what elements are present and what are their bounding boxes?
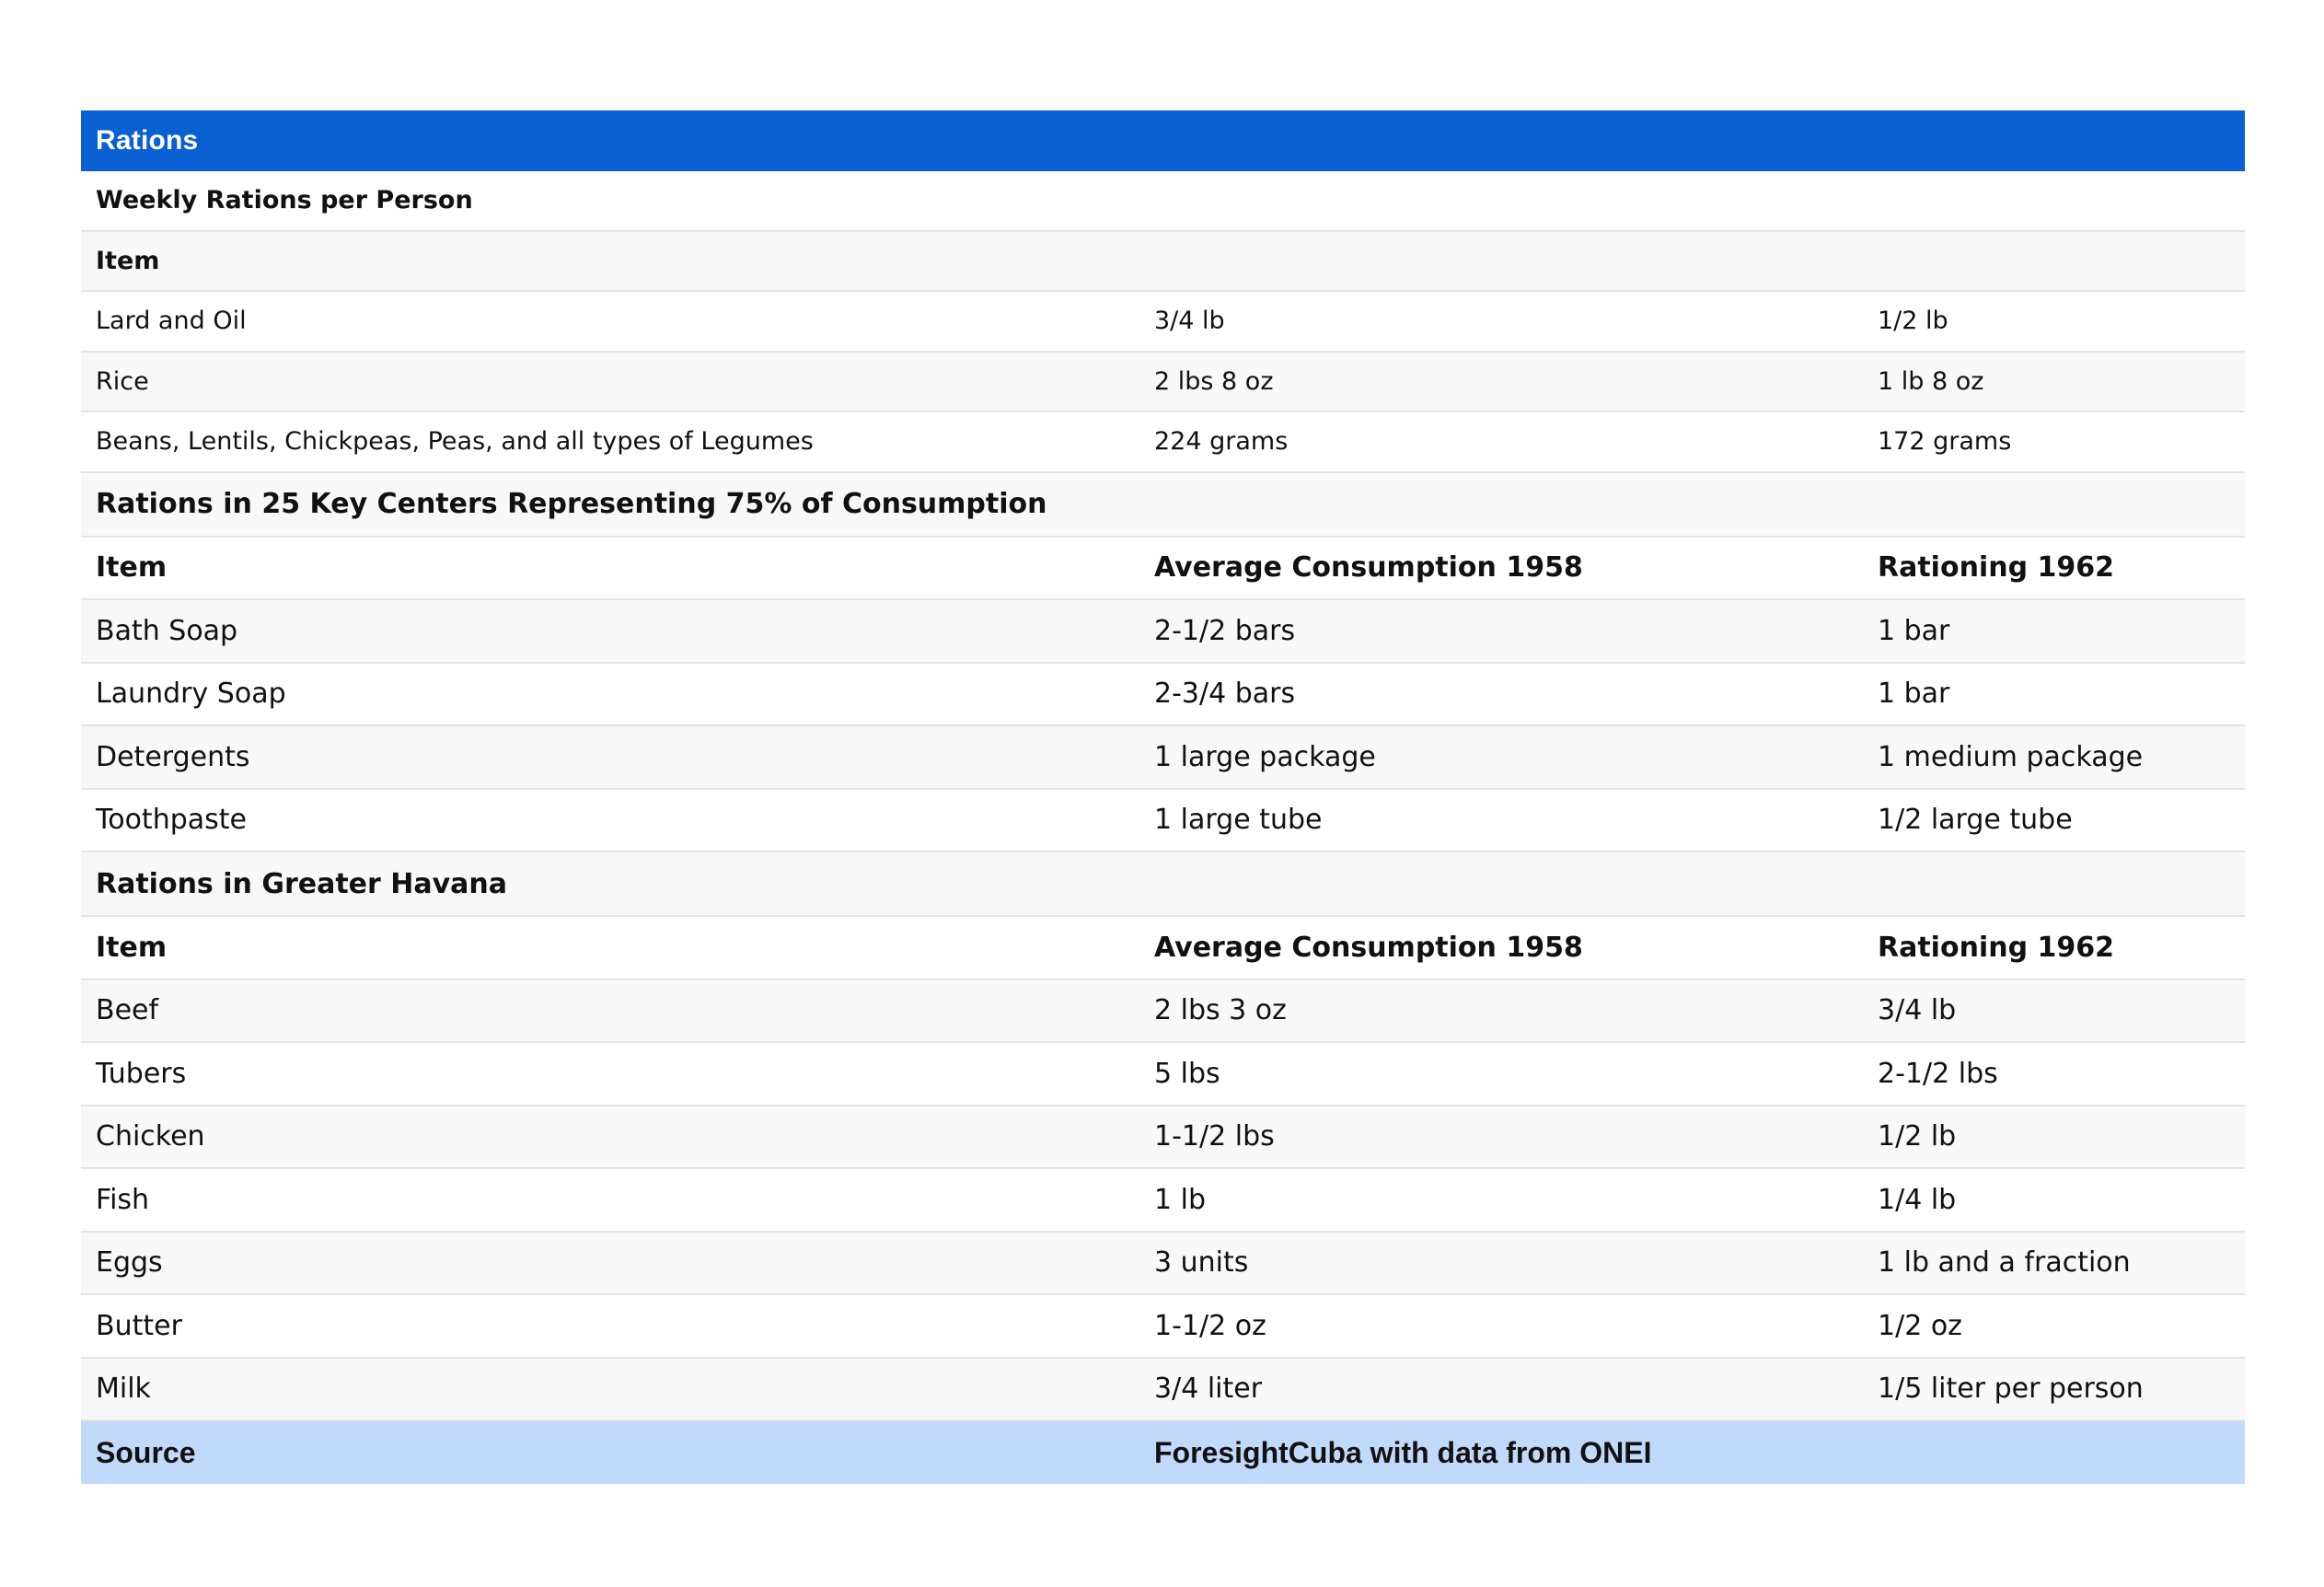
rations-table xyxy=(81,110,2245,1484)
table-row xyxy=(81,1169,2245,1233)
section-heading: Rations in 25 Key Centers Representing 75% of Consumption xyxy=(96,488,1047,520)
column-header-item: Item xyxy=(96,246,160,275)
column-header-1958: Average Consumption 1958 xyxy=(1154,931,1583,964)
table-row xyxy=(81,790,2245,853)
cell-1958: 2-3/4 bars xyxy=(1154,678,1296,711)
cell-1962: 1/4 lb xyxy=(1878,1183,1957,1216)
cell-1962: 1/2 oz xyxy=(1878,1309,1962,1342)
cell-1958: 2-1/2 bars xyxy=(1154,614,1296,647)
table-row xyxy=(81,412,2245,473)
cell-item: Eggs xyxy=(96,1246,163,1280)
cell-item: Beef xyxy=(96,994,159,1027)
cell-1962: 1 lb and a fraction xyxy=(1878,1246,2131,1280)
cell-1958: 1 large package xyxy=(1154,740,1376,773)
cell-item: Toothpaste xyxy=(96,804,247,837)
cell-1962: 1 medium package xyxy=(1878,740,2144,773)
cell-item: Beans, Lentils, Chickpeas, Peas, and all types of Legumes xyxy=(96,427,814,457)
cell-1958: 2 lbs 3 oz xyxy=(1154,994,1287,1027)
table-row xyxy=(81,664,2245,727)
section-heading-row xyxy=(81,852,2245,917)
cell-1958: 2 lbs 8 oz xyxy=(1154,366,1274,396)
cell-item: Butter xyxy=(96,1309,182,1342)
cell-1962: 1/2 lb xyxy=(1878,1120,1957,1153)
cell-1958: 3/4 liter xyxy=(1154,1373,1263,1406)
cell-1962: 1 lb 8 oz xyxy=(1878,366,1984,396)
column-header-item: Item xyxy=(96,551,168,585)
cell-1958: 1-1/2 lbs xyxy=(1154,1120,1275,1153)
cell-1962: 1 bar xyxy=(1878,678,1950,711)
column-header-1958: Average Consumption 1958 xyxy=(1154,551,1583,585)
table-row xyxy=(81,353,2245,413)
cell-item: Detergents xyxy=(96,740,250,773)
cell-item: Fish xyxy=(96,1183,150,1216)
cell-item: Chicken xyxy=(96,1120,205,1153)
cell-1958: 1 lb xyxy=(1154,1183,1207,1216)
section-heading-row xyxy=(81,473,2245,538)
table-title: Rations xyxy=(96,125,199,156)
table-row xyxy=(81,1233,2245,1296)
cell-1958: 3 units xyxy=(1154,1246,1249,1280)
cell-item: Milk xyxy=(96,1373,151,1406)
column-header-item: Item xyxy=(96,931,168,964)
cell-1962: 172 grams xyxy=(1878,427,2012,457)
source-row xyxy=(81,1421,2245,1484)
cell-1962: 1/2 lb xyxy=(1878,307,1948,336)
table-row xyxy=(81,292,2245,353)
column-header-row xyxy=(81,232,2245,293)
source-value: ForesightCuba with data from ONEI xyxy=(1154,1435,1652,1469)
cell-item: Rice xyxy=(96,366,149,396)
table-row xyxy=(81,1043,2245,1106)
cell-1958: 224 grams xyxy=(1154,427,1289,457)
column-header-row xyxy=(81,917,2245,980)
cell-item: Laundry Soap xyxy=(96,678,286,711)
cell-1958: 1 large tube xyxy=(1154,804,1323,837)
column-header-1962: Rationing 1962 xyxy=(1878,551,2114,585)
table-row xyxy=(81,980,2245,1044)
cell-1962: 1/2 large tube xyxy=(1878,804,2073,837)
cell-item: Bath Soap xyxy=(96,614,238,647)
section-heading-row xyxy=(81,171,2245,232)
table-row xyxy=(81,1106,2245,1170)
table-row xyxy=(81,726,2245,790)
cell-1962: 1/5 liter per person xyxy=(1878,1373,2144,1406)
cell-item: Lard and Oil xyxy=(96,307,247,336)
table-title-row xyxy=(81,110,2245,171)
column-header-row xyxy=(81,538,2245,601)
table-row xyxy=(81,600,2245,664)
section-heading: Weekly Rations per Person xyxy=(96,186,473,215)
cell-1962: 3/4 lb xyxy=(1878,994,1957,1027)
cell-1962: 1 bar xyxy=(1878,614,1950,647)
cell-item: Tubers xyxy=(96,1057,187,1090)
table-row xyxy=(81,1295,2245,1359)
cell-1958: 1-1/2 oz xyxy=(1154,1309,1266,1342)
section-heading: Rations in Greater Havana xyxy=(96,867,508,900)
source-label: Source xyxy=(96,1435,196,1469)
cell-1962: 2-1/2 lbs xyxy=(1878,1057,1998,1090)
cell-1958: 3/4 lb xyxy=(1154,307,1225,336)
column-header-1962: Rationing 1962 xyxy=(1878,931,2114,964)
cell-1958: 5 lbs xyxy=(1154,1057,1220,1090)
table-row xyxy=(81,1359,2245,1422)
